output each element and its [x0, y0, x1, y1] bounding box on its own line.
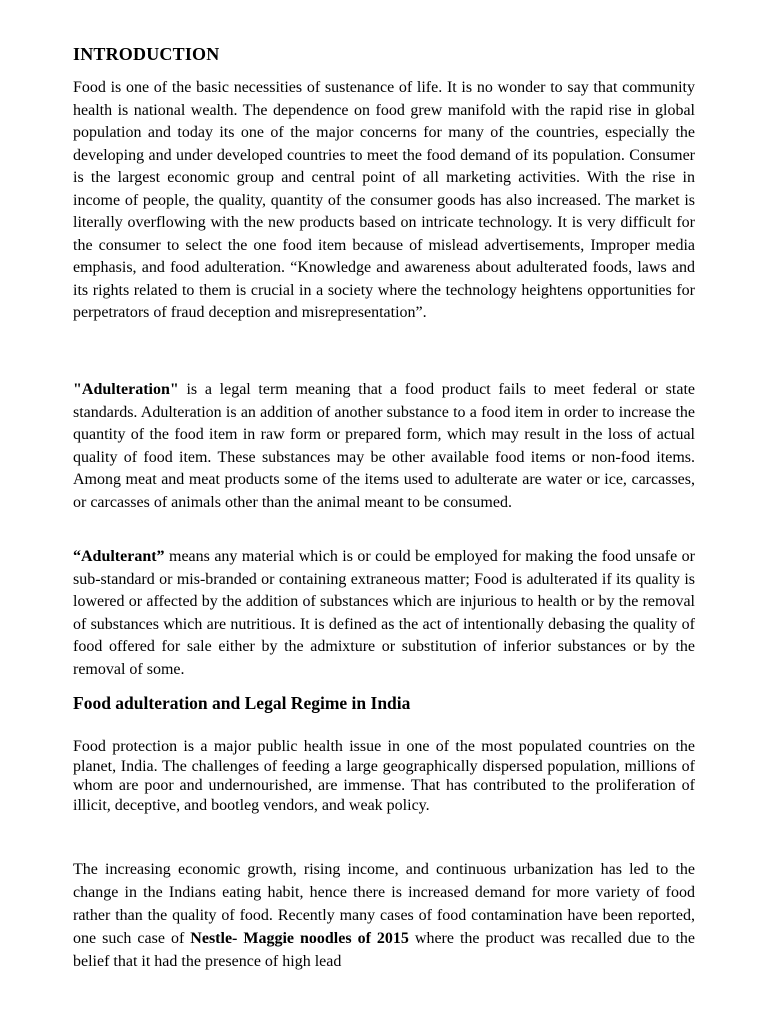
intro-paragraph-adulteration: [73, 379, 695, 515]
legal-paragraph-1: Food protection is a major public health issue in one of the most populated countries on the planet, India. The challenges of feeding a large geographically dispersed population, millions of whom are poor and undernourished, are immense. That has contributed to the proliferation of illicit, deceptive, and bootleg vendors, and weak policy.: [73, 738, 695, 814]
legal-paragraph-2-end: where the product was recalled due to the belief that it had the presence of high lead: [73, 930, 695, 970]
term-adulteration: "Adulteration": [73, 381, 179, 398]
intro-paragraph-1: Food is one of the basic necessities of sustenance of life. It is no wonder to say that community health is national wealth. The dependence on food grew manifold with the rapid rise in global population and today its one of the major concerns for many of the countries, especially the developing and under developed countries to meet the food demand of its population. Consumer is the largest economic group and central point of all marketing activities. With the rise in income of people, the quality, quantity of the consumer goods has also increased. The market is literally overflowing with the new products based on intricate technology. It is very difficult for the consumer to select the one food item because of mislead advertisements, Improper media emphasis, and food adulteration. “Knowledge and awareness about adulterated foods, laws and its rights related to them is crucial in a society where the technology heightens opportunities for perpetrators of fraud deception and misrepresentation”.: [73, 79, 695, 321]
nestle-maggie-case: Nestle- Maggie noodles of 2015: [190, 930, 409, 947]
legal-regime-heading: Food adulteration and Legal Regime in India: [73, 693, 411, 713]
legal-paragraph-2: [73, 858, 695, 973]
introduction-heading: INTRODUCTION: [73, 44, 220, 64]
intro-paragraph-adulterant: [73, 546, 695, 682]
adulterant-definition: means any material which is or could be employed for making the food unsafe or sub-standard or mis-branded or containing extraneous matter; Food is adulterated if its quality is lowered or affected by the addition of substances which are injurious to health or by the removal of substances which are nutritious. It is defined as the act of intentionally debasing the quality of food offered for sale either by the admixture or substitution of inferior substances or by the removal of some.: [73, 548, 695, 678]
adulteration-definition: is a legal term meaning that a food product fails to meet federal or state standards. Adulteration is an addition of another substance to a food item in order to increase the quantity of the food item in raw form or prepared form, which may result in the loss of actual quality of food item. These substances may be other available food items or non-food items. Among meat and meat products some of the items used to adulterate are water or ice, carcasses, or carcasses of animals other than the animal meant to be consumed.: [73, 381, 695, 511]
term-adulterant: “Adulterant”: [73, 548, 165, 565]
legal-paragraph-2-start: The increasing economic growth, rising income, and continuous urbanization has led to the change in the Indians eating habit, hence there is increased demand for more variety of food rather than the quality of food. Recently many cases of food contamination have been reported, one such case of: [73, 861, 695, 947]
